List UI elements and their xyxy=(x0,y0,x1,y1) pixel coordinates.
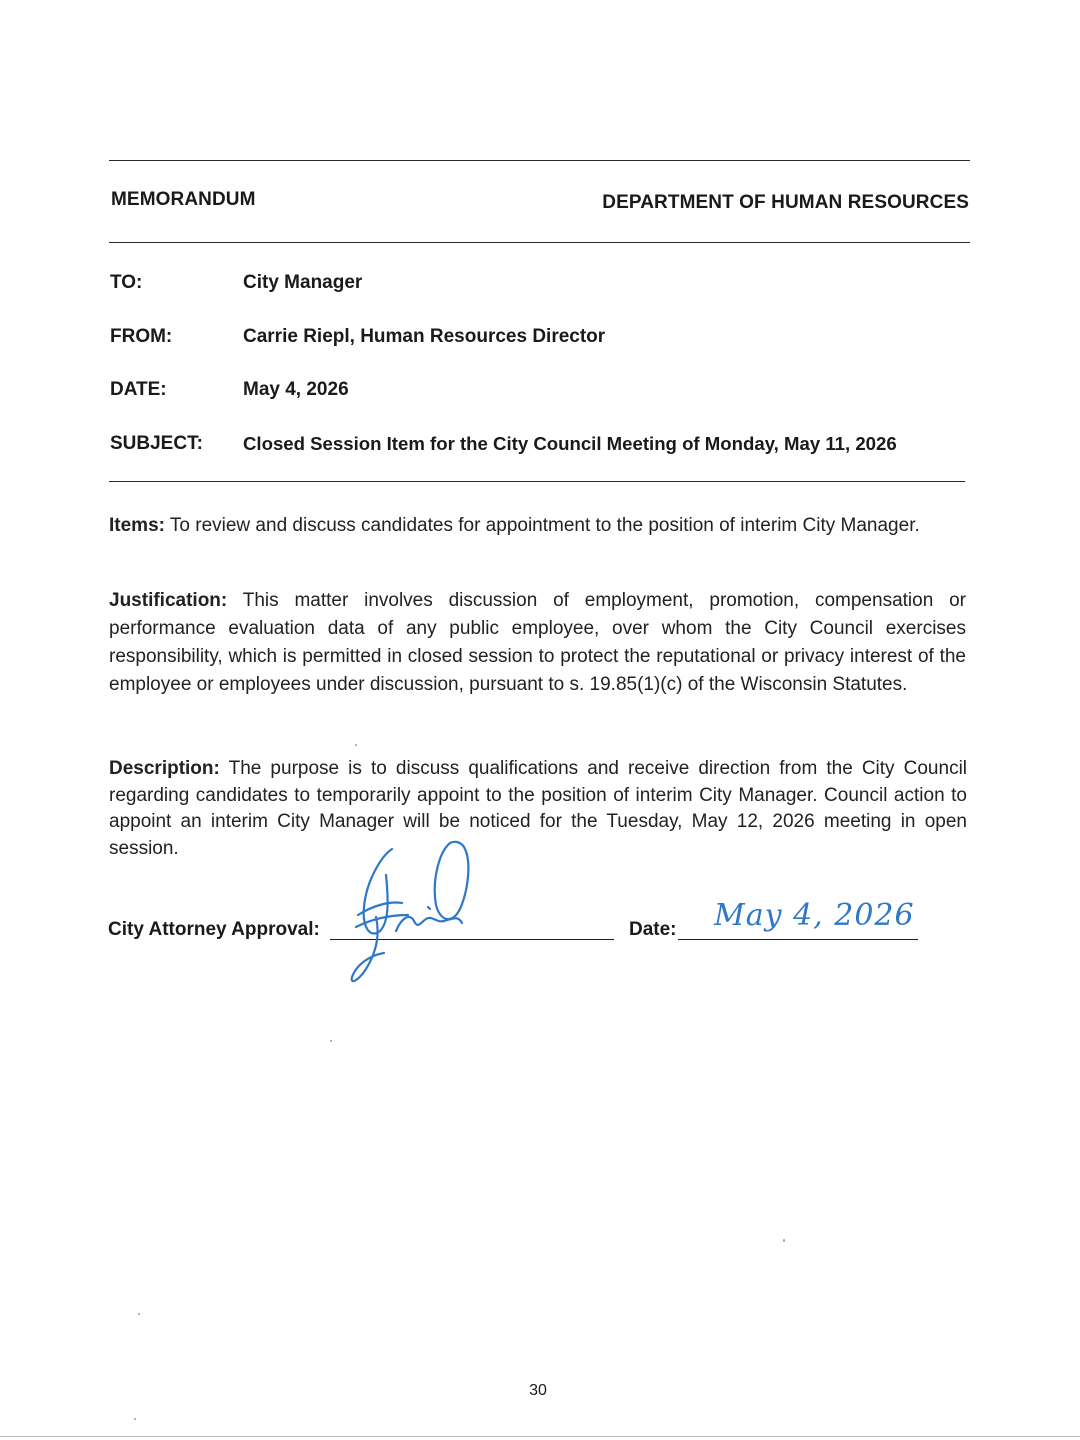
city-attorney-approval-label: City Attorney Approval: xyxy=(108,919,320,940)
header-rule xyxy=(109,242,970,243)
date-label: DATE: xyxy=(110,379,167,400)
scan-speck xyxy=(134,1418,136,1420)
attorney-signature xyxy=(340,835,520,995)
description-label: Description: xyxy=(109,758,220,779)
subject-label: SUBJECT: xyxy=(110,433,203,454)
justification-text: This matter involves discussion of employment, promotion, compensation or performance evaluation data of any public employee, over whom the City Council exercises responsibility, which is permitted in closed session to protect the reputational or privacy interest of the employee or employees under discussion, pursuant to s. 19.85(1)(c) of the Wisconsin Statutes. xyxy=(109,590,966,695)
handwritten-date: May 4, 2026 xyxy=(714,898,915,933)
scan-speck xyxy=(783,1239,785,1242)
description-text: The purpose is to discuss qualifications and receive direction from the City Council regarding candidates to temporarily appoint to the position of interim City Manager. Council action to appoint an interim City Manager will be noticed for the Tuesday, May 12, 2026 meeting in open session. xyxy=(109,758,968,860)
memo-heading: MEMORANDUM xyxy=(111,189,256,210)
items-label: Items: xyxy=(109,515,165,536)
approval-date-label: Date: xyxy=(629,919,677,940)
description-paragraph xyxy=(109,756,967,863)
scan-edge xyxy=(0,1436,1080,1437)
top-rule xyxy=(109,160,970,161)
date-line xyxy=(678,939,918,940)
scan-speck xyxy=(330,1040,332,1042)
to-label: TO: xyxy=(110,272,143,293)
justification-label: Justification: xyxy=(109,590,228,611)
department-heading: DEPARTMENT OF HUMAN RESOURCES xyxy=(602,192,969,213)
date-value: May 4, 2026 xyxy=(243,379,349,400)
scan-speck xyxy=(355,744,357,746)
items-text: To review and discuss candidates for appointment to the position of interim City Manager. xyxy=(169,515,920,536)
justification-paragraph xyxy=(109,587,966,699)
from-value: Carrie Riepl, Human Resources Director xyxy=(243,326,606,347)
scan-speck xyxy=(138,1313,140,1315)
fields-rule xyxy=(109,481,965,482)
from-label: FROM: xyxy=(110,326,173,347)
page-number: 30 xyxy=(529,1382,547,1399)
to-value: City Manager xyxy=(243,272,363,293)
items-paragraph xyxy=(109,512,966,540)
subject-value: Closed Session Item for the City Council Meeting of Monday, May 11, 2026 xyxy=(243,433,897,454)
